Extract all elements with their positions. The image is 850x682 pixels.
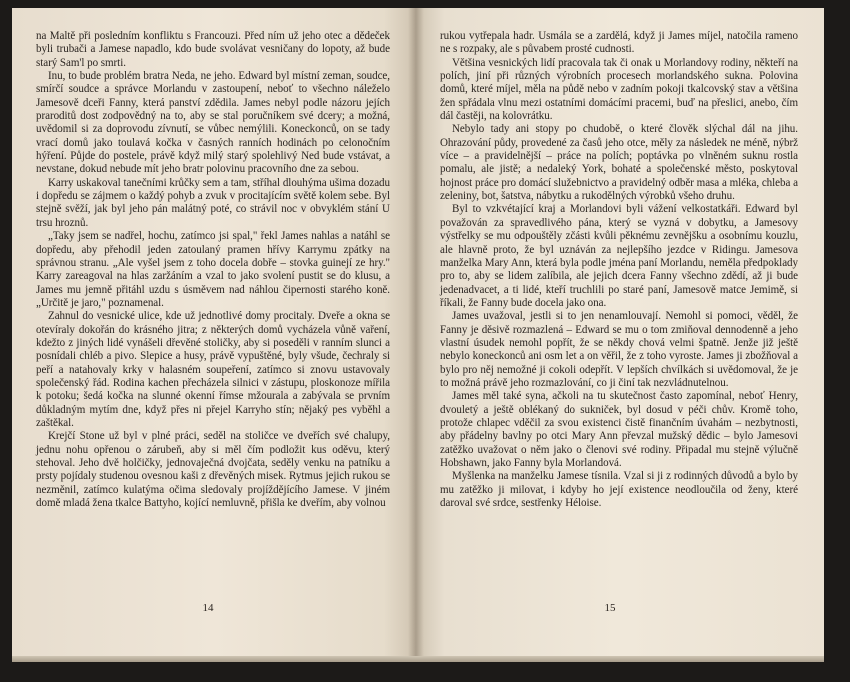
right-page	[416, 8, 824, 662]
page-edge	[12, 656, 824, 662]
paragraph: Zahnul do vesnické ulice, kde už jednotlivé domy procitaly. Dveře a okna se otevíraly dokořán do krásného jitra; z některých domů vycházela vůně vaření, kdežto z jiných lidé vynášeli dřevěné stoličky, aby si poseděli v ranním slunci a posnídali chléb a pivo. Slepice a husy, právě vypuštěné, byly všude, čechraly si peří a natahovaly krky v halasném soupeření, zatímco si znovu ustavovaly společenský řád. Rodina kachen přecházela silnici v zástupu, ploskonoze mířila k potoku; šedá kočka na slunné okenní římse mžourala a zabývala se prvním důkladným mytím dne, když přes ni přejel Karryho stín; nějaký pes vyběhl a zaštěkal.	[36, 310, 390, 429]
paragraph: James uvažoval, jestli si to jen nenamlouvají. Nemohl si pomoci, věděl, že Fanny je děsivě rozmazlená – Edward se mu o tom zmiňoval dennodenně a jeho vlastní úsudek nemohl popřít, že se někdy chová velmi špatně. Jenže již ještě nebylo koneckonců ani osm let a on věřil, že z toho vyroste. James ji zbožňoval a bylo pro něj nemožné ji cokoli odepřít. V lepších chvílkách si uvědomoval, že je to možná právě jeho rozmazlování, co ji činí tak nezvládnutelnou.	[440, 310, 798, 389]
left-page	[12, 8, 416, 662]
page-number-right: 15	[604, 602, 616, 614]
left-page-text	[36, 30, 390, 510]
page-number-left: 14	[202, 602, 214, 614]
paragraph: „Taky jsem se nadřel, hochu, zatímco jsi spal," řekl James nahlas a natáhl se dopředu, aby přehodil jeden zatoulaný pramen hřívy Karrymu zpátky na správnou stranu. „Ale vyšel jsem z toho docela dobře – stovka guinejí ze hry." Karry zareagoval na hlas zaržáním a vzal to jako svolení pustit se do klusu, a James mu jemně přitáhl uzdu s úsměvem nad náhlou čipernosti starého koně. „Určitě je jaro," poznamenal.	[36, 230, 390, 309]
paragraph: Karry uskakoval tanečními krůčky sem a tam, stříhal dlouhýma ušima dozadu i dopředu se zájmem o každý pohyb a zvuk v procitajícím světě kolem sebe. Byl stejně svěží, jak byl jeho pán malátný poté, co strávil noc v obvyklém stání U trsu hroznů.	[36, 176, 390, 229]
right-page-text	[440, 30, 798, 510]
paragraph: Většina vesnických lidí pracovala tak či onak u Morlandovy rodiny, někteří na polích, jiní při různých výrobních procesech morlandského sukna. Polovina domů, které míjel, měla na půdě nebo v zadním pokoji tkalcovský stav a většina žen spřádala vlnu mezi ostatními domácími pracemi, buď na přeslici, anebo, čím dál častěji, na kolovrátku.	[440, 56, 798, 123]
paragraph: rukou vytřepala hadr. Usmála se a zardělá, když ji James míjel, natočila rameno ne s rozpaky, ale s půvabem prosté cudnosti.	[440, 30, 798, 56]
paragraph: Myšlenka na manželku Jamese tísnila. Vzal si ji z rodinných důvodů a bylo by mu zatěžko ji milovat, i kdyby ho její existence neodloučila od ženy, které daroval své srdce, sestřenky Héloise.	[440, 470, 798, 510]
paragraph: Inu, to bude problém bratra Neda, ne jeho. Edward byl místní zeman, soudce, smírčí soudce a správce Morlandu v zastoupení, neboť to všechno náleželo Jamesově dceři Fanny, která panství zdědila. James nebyl podle názoru jejích praroditů dost zodpovědný na to, aby se stal poručníkem své dcery; a možná, uvědomil si za doprovodu zívnutí, se vůbec nemýlili. Koneckonců, on se tady vrací domů jako toulavá kočka v časných ranních hodinách po celonočním hýření. Půjde do postele, právě když milý starý spolehlivý Ned bude vstávat, a nevstane, dokud nebude mít jeho bratr polovinu pracovního dne za sebou.	[36, 70, 390, 176]
paragraph: James měl také syna, ačkoli na tu skutečnost často zapomínal, neboť Henry, dvouletý a ještě oblékaný do sukniček, byl dosud v péči chův. Kromě toho, protože chlapec vděčil za svou existenci čistě finančním úvahám – nezbytnosti, aby přádelny bavlny po otci Mary Ann převzal mužský dědic – bylo Jamesovi zatěžko uvažovat o něm jako o členovi své rodiny. Připadal mu stejně výlučně Hobshawn, jako Fanny byla Morlandová.	[440, 390, 798, 469]
book-spread	[12, 8, 824, 662]
book-gutter-shadow	[408, 8, 424, 662]
paragraph: Nebylo tady ani stopy po chudobě, o které člověk slýchal dál na jihu. Ohrazování půdy, provedené za časů jeho otce, měly za následek ne méně, nýbrž více – a pravidelnější – práce na polích; poptávka po vlněném suknu rostla pomalu, ale jistě; a nedaleký York, bohaté a společenské město, poskytoval hojnost práce pro domácí služebnictvo a pravidelný odběr masa a mléka, chleba a zeleniny, bot, šatstva, nábytku a rukodělných výrobků všeho druhu.	[440, 123, 798, 203]
paragraph: Byl to vzkvétající kraj a Morlandovi byli vážení velkostatkáři. Edward byl považován za spravedlivého pána, který se vyzná v dobytku, a Jamesovy výstřelky se mu odpouštěly zčásti kvůli pěknému zevnějšku a osobnímu kouzlu, ale hlavně proto, že byl uznáván za nejlepšího jezdce v Ridingu. Jamesova manželka Mary Ann, která byla podle jména paní Morlandu, neměla předpoklady pro to, aby se lidem zalíbila, ale jejich dcera Fanny všechno zdědí, až ji bude jedenadvacet, a ti lidé, kteří truchlili po staré paní, Jamesově matce Jemimě, si říkali, že Fanny bude docela jako ona.	[440, 203, 798, 309]
paragraph: Krejčí Stone už byl v plné práci, seděl na stoličce ve dveřích své chalupy, jednu nohu opřenou o zárubeň, aby si měl čím podložit kus oděvu, který stehoval. Jeho dvě holčičky, jednovaječná dvojčata, seděly venku na patníku a prsty pojídaly studenou ovesnou kaši z dřevěných misek. Rytmus jejich rukou se nezměnil, zatímco kulatýma očima sledovaly projíždějícího Jamese. V jiném domě mladá žena tkalce Battyho, kojící nemluvně, přišla ke dveřím, aby volnou	[36, 430, 390, 510]
paragraph: na Maltě při posledním konfliktu s Francouzi. Před ním už jeho otec a dědeček byli trubači a Jamese napadlo, kdo bude svolávat vesničany do lopoty, až bude starý Sam'l po smrti.	[36, 30, 390, 69]
